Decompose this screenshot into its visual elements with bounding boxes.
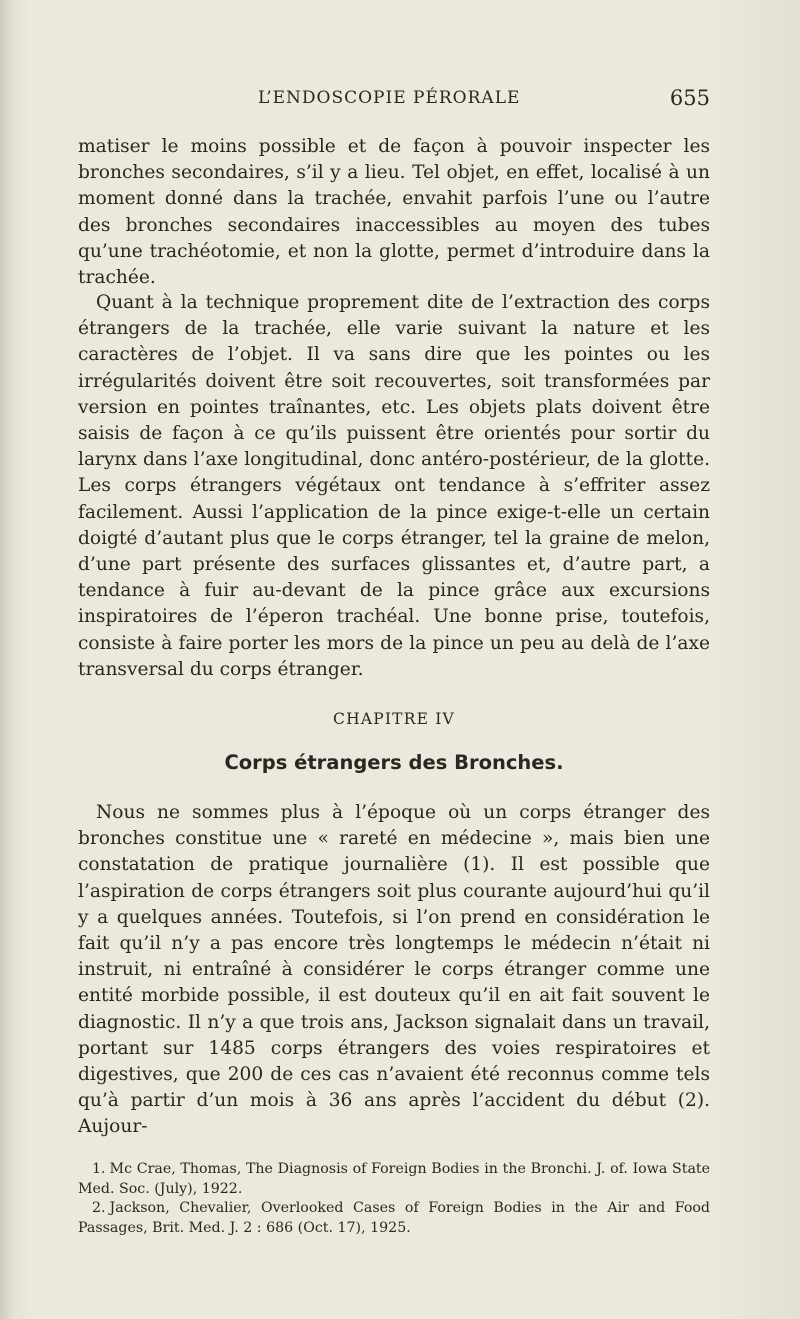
chapter-label: CHAPITRE IV bbox=[333, 710, 455, 728]
footnote-mark: 2. bbox=[92, 1200, 106, 1216]
paragraph-1: matiser le moins possible et de façon à pouvoir inspecter les bronches secondaires, s’il y a lieu. Tel objet, en effet, localisé à un moment donné dans la trachée, envahit parfois l’une ou l’autre des bronches secondaires inaccessibles au moyen des tubes qu’une trachéotomie, et non la glotte, permet d’introduire dans la trachée. bbox=[78, 136, 710, 289]
page-edge-shadow bbox=[0, 0, 14, 1319]
footnote-text: Jackson, Chevalier, Overlooked Cases of Foreign Bodies in the Air and Food Passages, Brit. Med. J. 2 : 686 (Oct. 17), 1925. bbox=[78, 1200, 710, 1236]
page-header bbox=[78, 88, 710, 114]
chapter-paragraph: Nous ne sommes plus à l’époque où un corps étranger des bronches constitue une « rareté en médecine », mais bien une constatation de pratique journalière (1). Il est possible que l’aspiration de corps étrangers soit plus courante aujourd’hui qu’il y a quelques années. Toutefois, si l’on prend en considération le fait qu’il n’y a pas encore très longtemps le médecin n’était ni instruit, ni entraîné à considérer le corps étranger comme une entité morbide possible, il est douteux qu’il en ait fait souvent le diagnostic. Il n’y a que trois ans, Jackson signalait dans un travail, portant sur 1485 corps étrangers des voies respiratoires et digestives, que 200 de ces cas n’avaient été reconnus comme tels qu’à partir d’un mois à 36 ans après l’accident du début (2). Aujour- bbox=[78, 802, 710, 1138]
footnote-mark: 1. bbox=[92, 1161, 106, 1177]
footnote-1 bbox=[78, 1160, 710, 1199]
running-head: L’ENDOSCOPIE PÉRORALE bbox=[258, 88, 521, 108]
footnotes bbox=[78, 1160, 710, 1238]
chapter-title: Corps étrangers des Bronches. bbox=[224, 751, 564, 774]
page-number: 655 bbox=[669, 86, 710, 110]
footnote-2 bbox=[78, 1199, 710, 1238]
footnote-text: Mc Crae, Thomas, The Diagnosis of Foreign Bodies in the Bronchi. J. of. Iowa State Med. Soc. (July), 1922. bbox=[78, 1161, 710, 1197]
paragraph-2: Quant à la technique proprement dite de l’extraction des corps étrangers de la trachée, elle varie suivant la nature et les caractères de l’objet. Il va sans dire que les pointes ou les irrégularités doivent être soit recouvertes, soit transformées par version en pointes traînantes, etc. Les objets plats doivent être saisis de façon à ce qu’ils puissent être orientés pour sortir du larynx dans l’axe longitudinal, donc antéro-postérieur, de la glotte. Les corps étrangers végétaux ont tendance à s’effriter assez facilement. Aussi l’application de la pince exige-t-elle un certain doigté d’autant plus que le corps étranger, tel la graine de melon, d’une part présente des surfaces glissantes et, d’autre part, a tendance à fuir au-devant de la pince grâce aux excursions inspiratoires de l’éperon trachéal. Une bonne prise, toutefois, consiste à faire porter les mors de la pince un peu au delà de l’axe transversal du corps étranger. bbox=[78, 292, 710, 680]
